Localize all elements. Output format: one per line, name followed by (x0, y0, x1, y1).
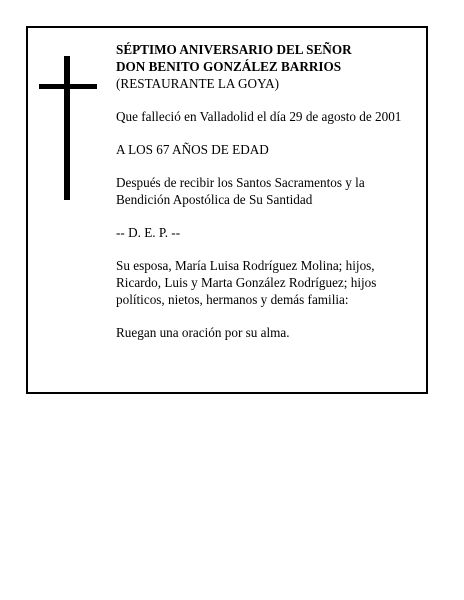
cross-icon (28, 28, 88, 228)
notice-text (116, 41, 421, 341)
age-line: A LOS 67 AÑOS DE EDAD (116, 142, 269, 157)
notice-subtitle: (RESTAURANTE LA GOYA) (116, 76, 280, 91)
prayer-line: Ruegan una oración por su alma. (116, 325, 290, 340)
dep-line: -- D. E. P. -- (116, 225, 181, 240)
notice-title-line2: DON BENITO GONZÁLEZ BARRIOS (116, 59, 342, 74)
death-info: Que falleció en Valladolid el día 29 de agosto de 2001 (116, 109, 402, 124)
notice-title-line1: SÉPTIMO ANIVERSARIO DEL SEÑOR (116, 42, 352, 57)
cross-vertical-bar (64, 56, 70, 200)
family-line: Su esposa, María Luisa Rodríguez Molina; hijos, Ricardo, Luis y Marta González Rodríguez; hijos políticos, nietos, hermanos y demás familia: (116, 258, 377, 307)
sacraments-line: Después de recibir los Santos Sacramentos y la Bendición Apostólica de Su Santidad (116, 175, 365, 207)
cross-horizontal-bar (39, 84, 97, 89)
obituary-notice (26, 26, 428, 394)
